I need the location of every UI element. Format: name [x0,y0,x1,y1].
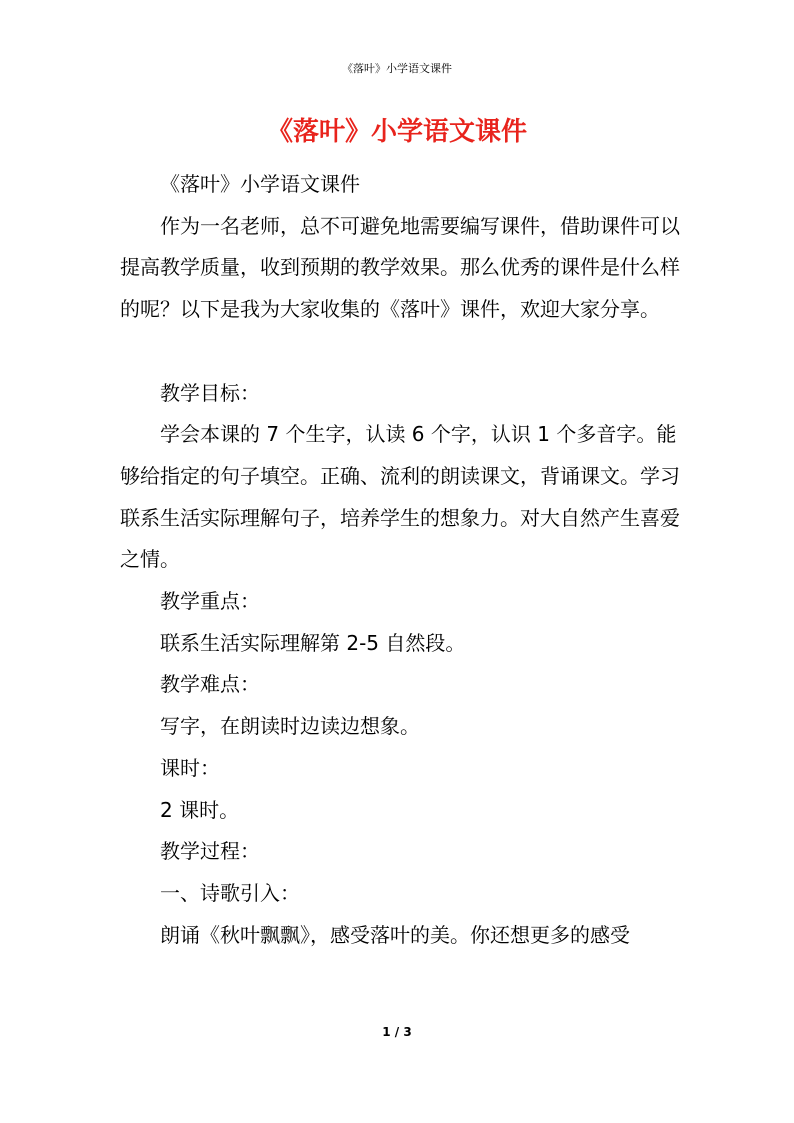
document-body [120,164,680,956]
heading-process: 教学过程： [160,839,260,864]
paragraph-objectives: 学会本课的 7 个生字，认读 6 个字，认识 1 个多音字。能够给指定的句子填空。正确、流利的朗读课文，背诵课文。学习联系生活实际理解句子，培养学生的想象力。对大自然产生喜爱之情。 [120,422,680,572]
paragraph-subtitle: 《落叶》小学语文课件 [160,172,360,196]
paragraph-difficulties: 写字，在朗读时边读边想象。 [160,714,420,739]
heading-difficulties: 教学难点： [160,672,260,697]
blank-line [120,331,680,373]
paragraph-poem-intro: 朗诵《秋叶飘飘》，感受落叶的美。你还想更多的感受 [160,922,630,947]
document-title: 《落叶》小学语文课件 [266,117,527,147]
page-number: 1 / 3 [382,1025,412,1039]
heading-key-points: 教学重点： [160,589,260,614]
paragraph-key-points: 联系生活实际理解第 2-5 自然段。 [160,630,466,655]
running-header: 《落叶》小学语文课件 [342,62,452,75]
paragraph-intro: 作为一名老师，总不可避免地需要编写课件，借助课件可以提高教学质量，收到预期的教学效果。那么优秀的课件是什么样的呢？以下是我为大家收集的《落叶》课件，欢迎大家分享。 [120,213,680,322]
heading-periods: 课时： [160,755,220,780]
heading-poem-intro: 一、诗歌引入： [160,880,300,905]
heading-objectives: 教学目标： [160,380,260,405]
paragraph-periods: 2 课时。 [160,797,240,822]
